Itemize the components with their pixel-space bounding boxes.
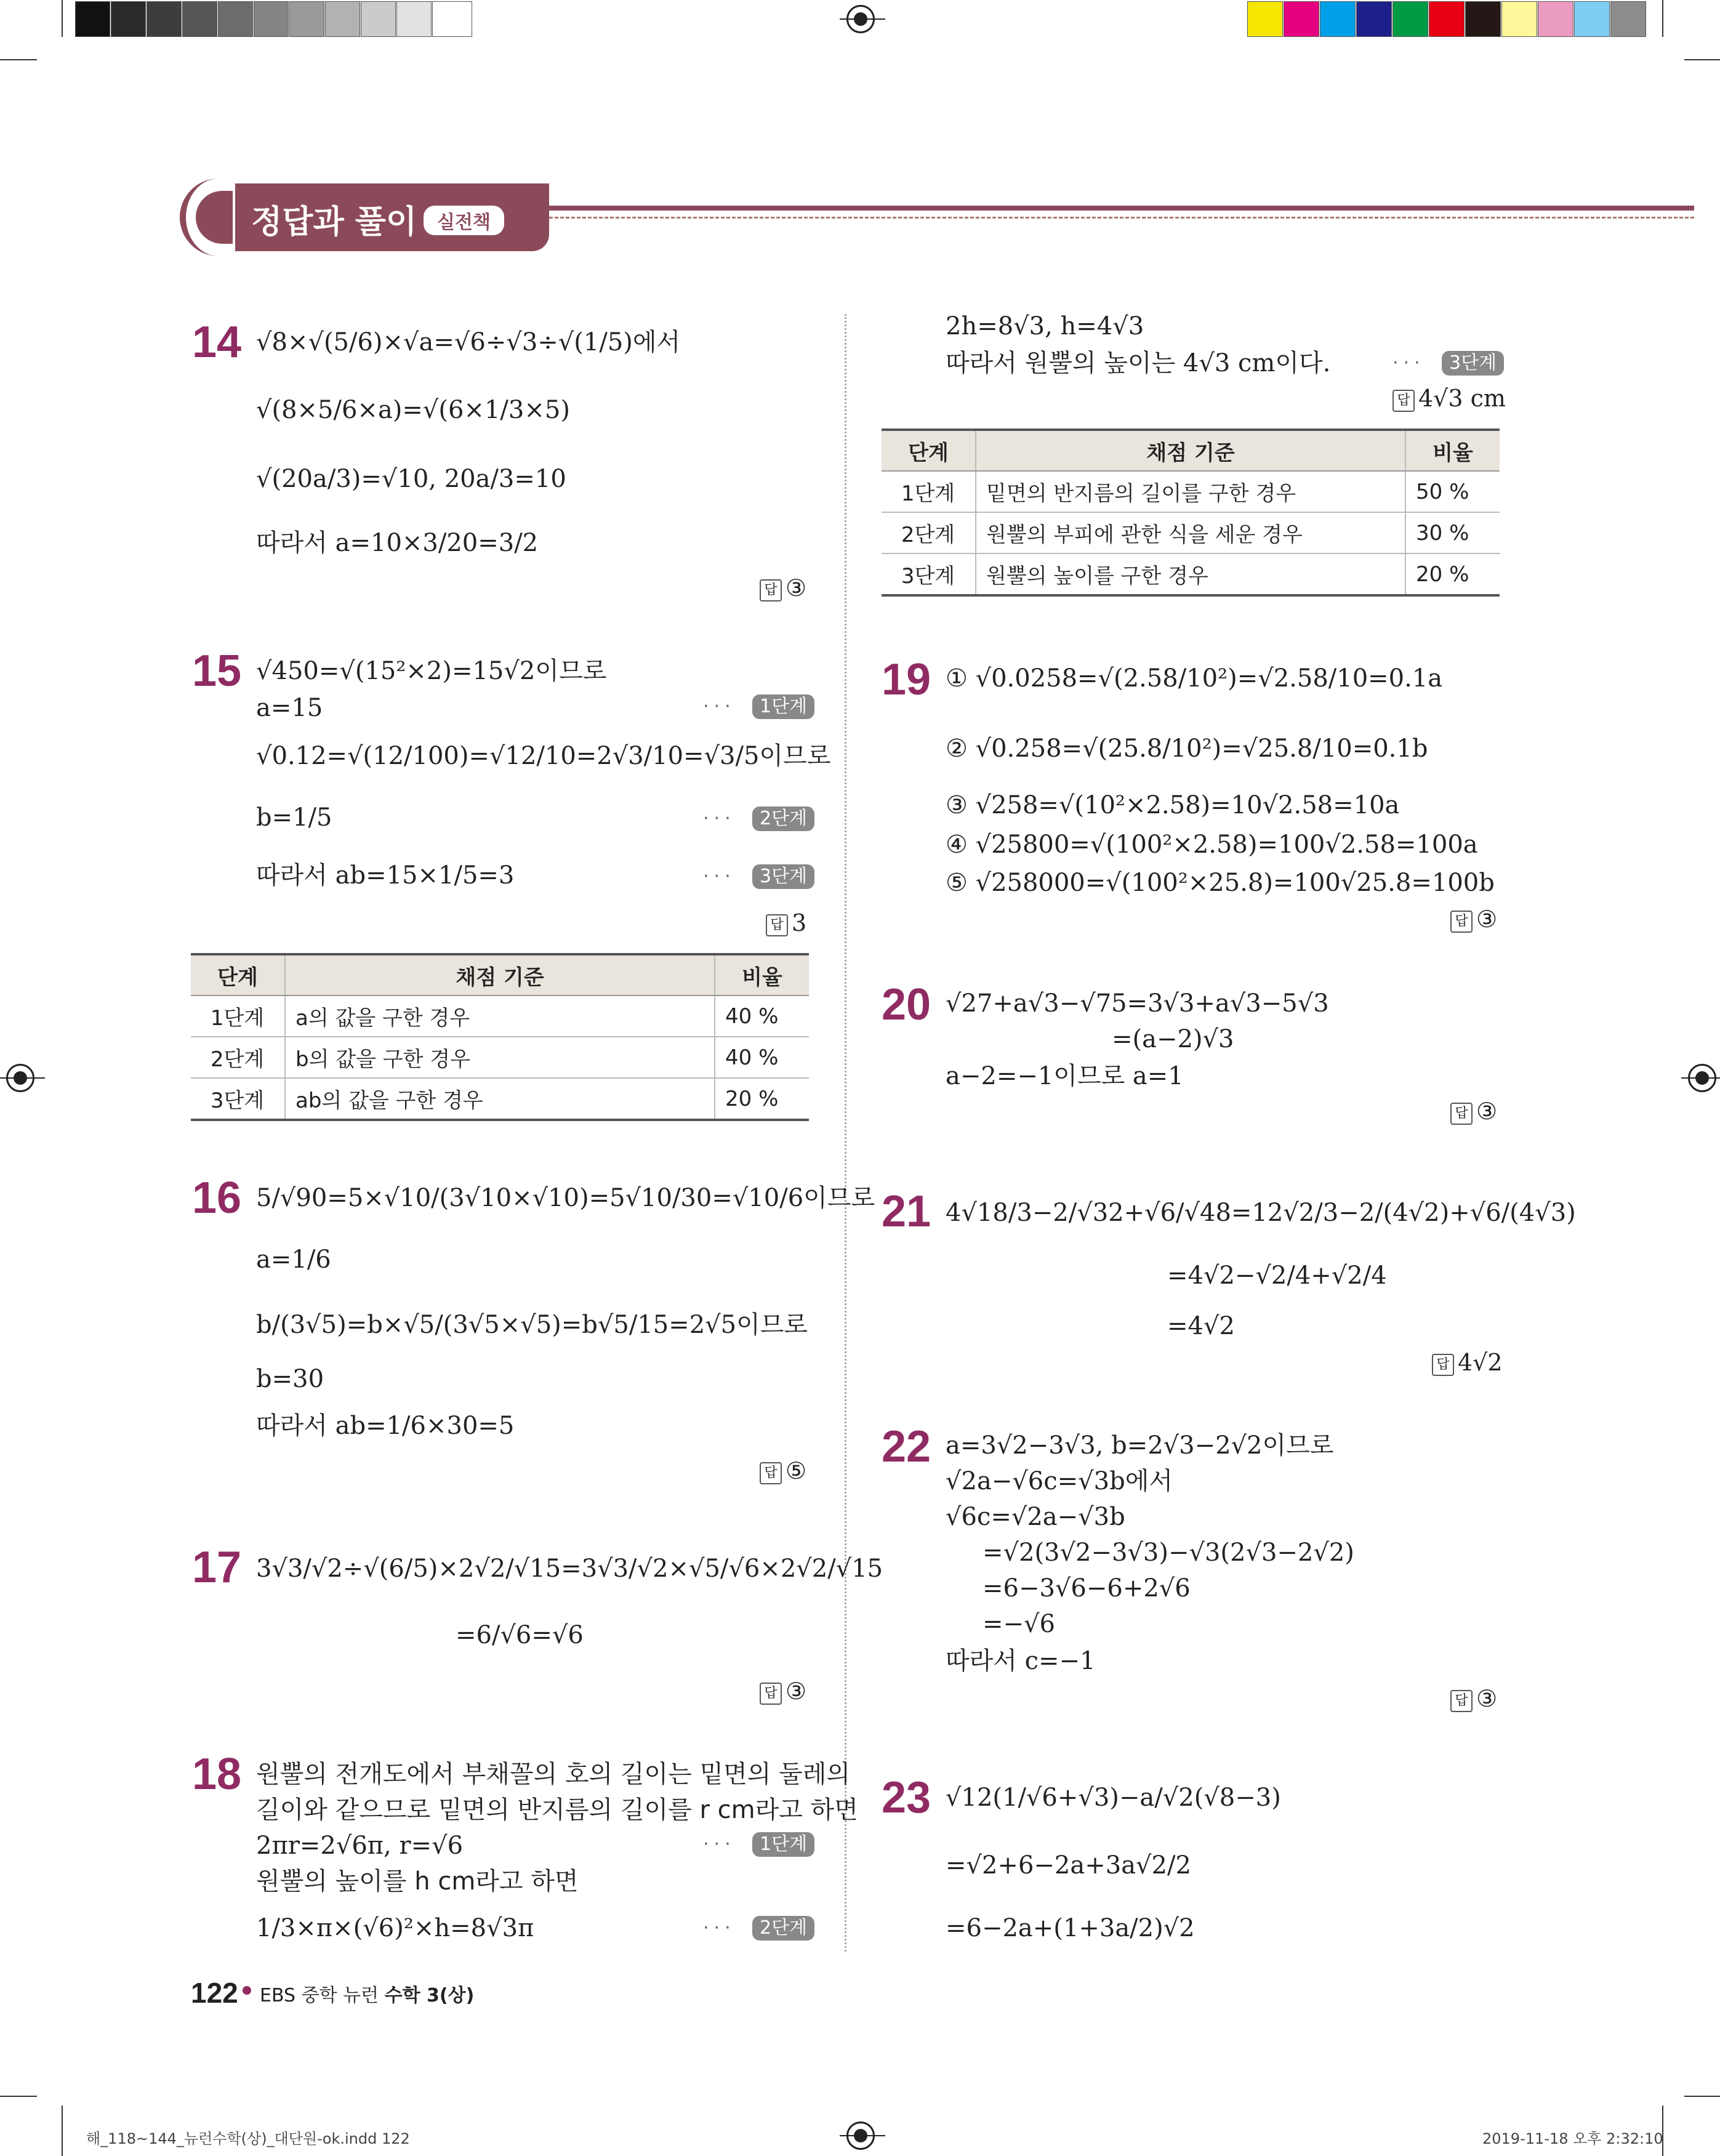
solution-line: 길이와 같으므로 밑면의 반지름의 길이를 r cm라고 하면 [256, 1796, 858, 1824]
solution-line: a=1/6 [256, 1245, 331, 1274]
table-cell: 40 % [715, 1037, 809, 1078]
solution-line: =6/√6=√6 [456, 1621, 584, 1649]
answer-value: ③ [786, 1678, 807, 1705]
solution-line: 5/√90=5×√10/(3√10×√10)=5√10/30=√10/6이므로 [256, 1184, 875, 1212]
step-dots: ··· [703, 696, 736, 717]
answer [1450, 1683, 1497, 1714]
answer [1450, 904, 1497, 935]
step-badge: 2단계 [752, 1916, 814, 1941]
answer-value: ③ [1476, 1685, 1498, 1712]
solution-line: 3√3/√2÷√(6/5)×2√2/√15=3√3/√2×√5/√6×2√2/√15 [256, 1555, 883, 1583]
page-number: 122 [191, 1977, 238, 2009]
problem-number: 14 [192, 318, 242, 367]
step-badge: 1단계 [752, 694, 814, 719]
table-cell: 20 % [715, 1078, 809, 1120]
grading-table [191, 953, 809, 1121]
solution-line: =4√2−√2/4+√2/4 [1167, 1261, 1387, 1290]
table-row [191, 996, 809, 1037]
answer-value: ③ [1476, 1098, 1498, 1125]
crop-mark [62, 2106, 63, 2156]
color-swatch [1465, 1, 1501, 37]
table-cell: 20 % [1405, 553, 1500, 595]
table-header: 비율 [1405, 430, 1500, 471]
solution-line: a−2=−1이므로 a=1 [946, 1062, 1184, 1090]
step-badge: 3단계 [752, 864, 814, 889]
solution-line: 따라서 c=−1 [946, 1647, 1096, 1675]
step-badge: 2단계 [752, 806, 814, 831]
header-rule-dashed [549, 217, 1694, 219]
color-swatch [1320, 1, 1356, 37]
crop-mark [62, 0, 63, 37]
solution-line: =(a−2)√3 [1112, 1025, 1234, 1053]
answer [760, 1676, 806, 1707]
answer-icon: 답 [766, 914, 788, 936]
table-cell: 2단계 [882, 512, 976, 553]
solution-line: √(20a/3)=√10, 20a/3=10 [256, 465, 566, 493]
table-row [882, 553, 1500, 595]
solution-line: √8×√(5/6)×√a=√6÷√3÷√(1/5)에서 [256, 328, 681, 356]
solution-line: a=15 [256, 694, 323, 722]
book-name: EBS 중학 뉴런 [260, 1985, 379, 2006]
table-header: 채점 기준 [976, 430, 1405, 471]
table-cell: 원뿔의 부피에 관한 식을 세운 경우 [976, 512, 1405, 553]
bullet-icon [243, 1986, 251, 1995]
header-badge: 실전책 [424, 206, 504, 235]
solution-line: ① √0.0258=√(2.58/10²)=√2.58/10=0.1a [946, 664, 1443, 693]
table-cell: 1단계 [882, 471, 976, 512]
solution-line: ④ √25800=√(100²×2.58)=100√2.58=100a [946, 831, 1478, 859]
answer-icon: 답 [1450, 1103, 1473, 1125]
answer [760, 1455, 806, 1486]
problem-number: 16 [192, 1173, 242, 1223]
book-subject: 수학 3(상) [384, 1985, 475, 2006]
color-swatch [1247, 1, 1283, 37]
problem-number: 20 [882, 980, 931, 1029]
table-cell: 40 % [715, 996, 809, 1037]
solution-line: √450=√(15²×2)=15√2이므로 [256, 657, 607, 685]
solution-line: =6−2a+(1+3a/2)√2 [946, 1914, 1195, 1942]
table-header: 단계 [882, 430, 976, 471]
step-dots: ··· [703, 866, 736, 887]
solution-line: 2πr=2√6π, r=√6 [256, 1832, 464, 1860]
table-cell: 밑면의 반지름의 길이를 구한 경우 [976, 471, 1405, 512]
table-cell: 3단계 [882, 553, 976, 595]
solution-line: 따라서 ab=15×1/5=3 [256, 861, 515, 890]
answer-icon: 답 [1450, 1690, 1473, 1712]
answer-icon: 답 [1432, 1354, 1454, 1376]
table-cell: a의 값을 구한 경우 [285, 996, 715, 1037]
header-title: 정답과 풀이 [251, 204, 417, 241]
answer [766, 907, 806, 938]
solution-line: 1/3×π×(√6)²×h=8√3π [256, 1914, 534, 1942]
solution-line: =6−3√6−6+2√6 [983, 1574, 1191, 1603]
gray-swatch [289, 1, 324, 37]
gray-swatch [75, 1, 110, 37]
problem-number: 22 [882, 1422, 931, 1471]
column-divider [845, 314, 846, 1952]
color-swatch [1610, 1, 1646, 37]
answer-icon: 답 [760, 1462, 782, 1484]
print-timestamp: 2019-11-18 오후 2:32:10 [1482, 2130, 1663, 2147]
file-info: 해_118~144_뉴런수학(상)_대단원-ok.indd 122 [86, 2130, 410, 2147]
answer-value: ③ [786, 574, 807, 601]
table-row [191, 1078, 809, 1120]
solution-line: √12(1/√6+√3)−a/√2(√8−3) [946, 1784, 1281, 1812]
problem-number: 21 [882, 1187, 931, 1236]
gray-swatch [111, 1, 146, 37]
table-header: 채점 기준 [285, 954, 715, 996]
answer-icon: 답 [760, 579, 782, 601]
step-badge: 1단계 [752, 1832, 814, 1857]
answer-icon: 답 [760, 1683, 782, 1705]
registration-mark-icon [846, 5, 875, 33]
gray-swatch [361, 1, 396, 37]
solution-line: √(8×5/6×a)=√(6×1/3×5) [256, 396, 570, 424]
table-header: 단계 [191, 954, 285, 996]
gray-swatch [218, 1, 253, 37]
gray-swatch [325, 1, 360, 37]
step-dots: ··· [703, 1917, 736, 1939]
table-cell: 1단계 [191, 996, 285, 1037]
solution-line: 4√18/3−2/√32+√6/√48=12√2/3−2/(4√2)+√6/(4√3) [946, 1199, 1576, 1227]
problem-number: 19 [882, 655, 931, 704]
answer-value: ⑤ [786, 1457, 807, 1484]
step-badge: 3단계 [1442, 351, 1504, 376]
table-cell: 원뿔의 높이를 구한 경우 [976, 553, 1405, 595]
color-swatch [1284, 1, 1319, 37]
gray-swatch [182, 1, 217, 37]
solution-line: 따라서 원뿔의 높이는 4√3 cm이다. [946, 349, 1331, 377]
solution-line: =−√6 [983, 1610, 1055, 1638]
solution-line: 따라서 a=10×3/20=3/2 [256, 529, 539, 557]
solution-line: =√2+6−2a+3a√2/2 [946, 1851, 1191, 1880]
gray-swatch [396, 1, 432, 37]
solution-line: =√2(3√2−3√3)−√3(2√3−2√2) [983, 1539, 1354, 1567]
color-swatch [1392, 1, 1428, 37]
table-cell: 50 % [1405, 471, 1500, 512]
problem-number: 18 [192, 1750, 242, 1799]
solution-line: √27+a√3−√75=3√3+a√3−5√3 [946, 989, 1329, 1018]
color-swatch [1574, 1, 1610, 37]
crop-mark [1684, 2096, 1720, 2097]
solution-line: √6c=√2a−√3b [946, 1503, 1125, 1531]
solution-line: ③ √258=√(10²×2.58)=10√2.58=10a [946, 791, 1400, 819]
registration-mark-icon [1688, 1064, 1716, 1092]
answer-icon: 답 [1450, 911, 1473, 933]
color-swatch [1429, 1, 1465, 37]
grading-table [882, 428, 1500, 597]
table-row [882, 512, 1500, 553]
answer [1432, 1347, 1503, 1378]
table-row [882, 471, 1500, 512]
answer-value: 3 [792, 909, 807, 936]
answer-value: ③ [1476, 906, 1498, 933]
table-row [191, 1037, 809, 1078]
solution-line: √0.12=√(12/100)=√12/10=2√3/10=√3/5이므로 [256, 742, 831, 770]
color-swatch [1501, 1, 1537, 37]
step-dots: ··· [1392, 352, 1425, 374]
step-dots: ··· [703, 1833, 736, 1855]
answer-value: 4√2 [1458, 1349, 1503, 1376]
solution-line: 원뿔의 높이를 h cm라고 하면 [256, 1867, 579, 1896]
solution-line: =4√2 [1167, 1312, 1235, 1340]
table-header: 비율 [715, 954, 809, 996]
problem-number: 23 [882, 1773, 931, 1822]
table-cell: b의 값을 구한 경우 [285, 1037, 715, 1078]
answer [1392, 383, 1506, 414]
book-title [260, 1980, 474, 2007]
solution-line: 2h=8√3, h=4√3 [946, 312, 1144, 340]
step-dots: ··· [703, 808, 736, 829]
crop-mark [1662, 0, 1663, 37]
color-swatch [1356, 1, 1392, 37]
color-swatch [1538, 1, 1573, 37]
table-cell: 30 % [1405, 512, 1500, 553]
gray-swatch [254, 1, 289, 37]
problem-number: 15 [192, 646, 242, 696]
solution-line: 따라서 ab=1/6×30=5 [256, 1412, 515, 1440]
registration-mark-icon [846, 2122, 875, 2150]
solution-line: b/(3√5)=b×√5/(3√5×√5)=b√5/15=2√5이므로 [256, 1311, 808, 1339]
crop-mark [0, 59, 37, 60]
answer [760, 573, 806, 603]
answer-value: 4√3 cm [1418, 385, 1506, 412]
problem-number: 17 [192, 1543, 242, 1592]
crop-mark [0, 2096, 37, 2097]
table-cell: 3단계 [191, 1078, 285, 1120]
solution-line: ② √0.258=√(25.8/10²)=√25.8/10=0.1b [946, 734, 1428, 763]
solution-line: 원뿔의 전개도에서 부채꼴의 호의 길이는 밑면의 둘레의 [256, 1760, 851, 1788]
crop-mark [1684, 59, 1720, 60]
solution-line: ⑤ √258000=√(100²×25.8)=100√25.8=100b [946, 869, 1495, 897]
answer-icon: 답 [1392, 390, 1415, 412]
gray-swatch [147, 1, 182, 37]
solution-line: b=1/5 [256, 803, 332, 832]
answer [1450, 1096, 1497, 1127]
table-cell: ab의 값을 구한 경우 [285, 1078, 715, 1120]
registration-mark-icon [6, 1064, 34, 1092]
solution-line: b=30 [256, 1365, 324, 1393]
header-rule [549, 206, 1694, 211]
gray-swatch [432, 1, 472, 37]
solution-line: √2a−√6c=√3b에서 [946, 1467, 1173, 1495]
table-cell: 2단계 [191, 1037, 285, 1078]
solution-line: a=3√2−3√3, b=2√3−2√2이므로 [946, 1431, 1334, 1460]
